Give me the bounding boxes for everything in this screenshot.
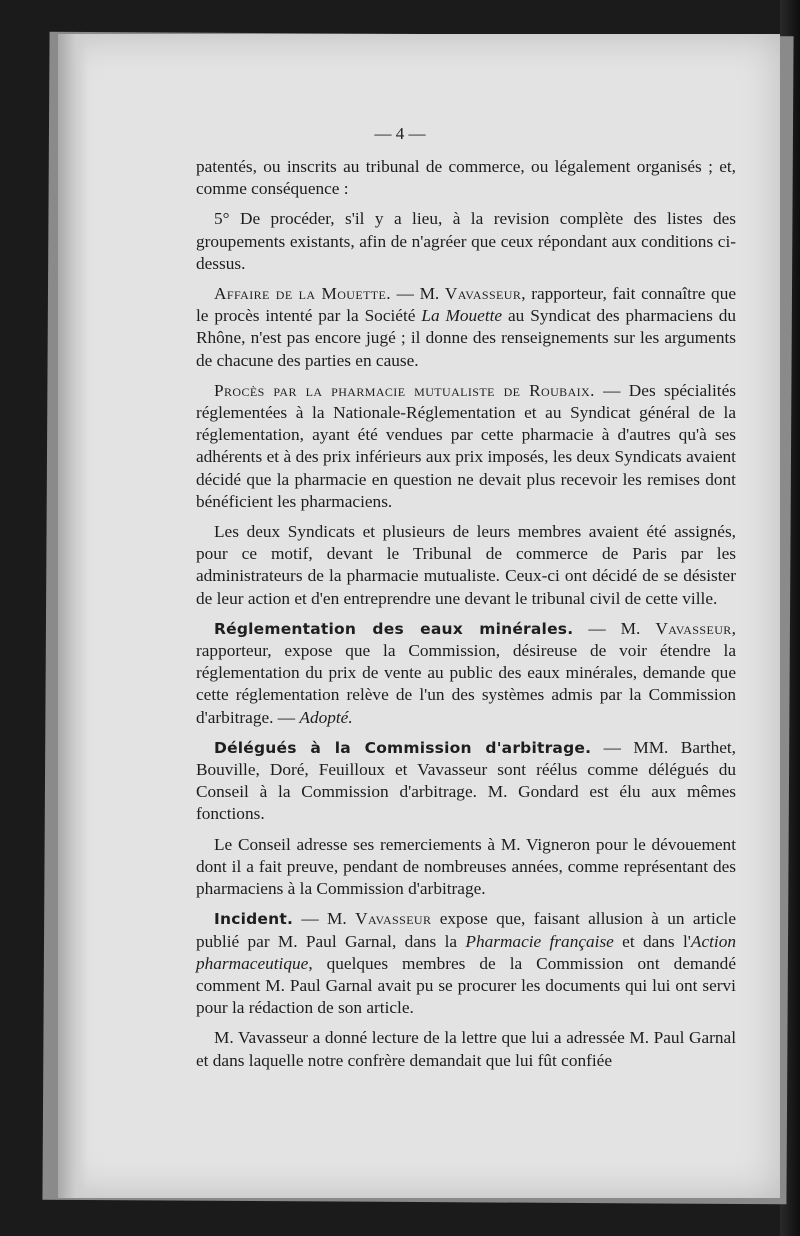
text-run: — M.	[573, 618, 656, 638]
text-run: Les deux Syndicats et plusieurs de leurs membres avaient été assignés, pour ce motif, devant le Tribunal de commerce de Paris par les administrateurs de la pharmacie mutualiste. Ceux-ci ont décidé de se désister de leur action et d'en entreprendre une devant le tribunal civil de cette ville.	[196, 522, 736, 608]
text-run: M. Vavasseur a donné lecture de la lettre que lui a adressée M. Paul Garnal et dans laquelle notre confrère demandait que lui fût confiée	[196, 1028, 736, 1070]
italic-run: Pharmacie française	[465, 931, 614, 951]
text-run: au Syndicat des pharmaciens du Rhône, n'est pas encore jugé ; il donne des renseignements sur les arguments de chacune des parties en cause.	[196, 306, 736, 370]
small-caps-run: Procès par la pharmacie mutualiste de Roubaix.	[214, 380, 595, 400]
small-caps-run: Vavasseur	[655, 618, 732, 638]
text-run: expose que, faisant allusion à un article publié par M. Paul Garnal, dans la	[196, 909, 736, 951]
text-run: 5° De procéder, s'il y a lieu, à la revision complète des listes des groupements existants, afin de n'agréer que ceux répondant aux conditions ci-dessus.	[196, 209, 736, 273]
paragraph	[196, 1027, 736, 1071]
paragraph	[196, 208, 736, 275]
text-run: — M.	[293, 909, 356, 929]
text-run: , rapporteur, fait connaître que le procès intenté par la Société	[196, 284, 737, 326]
section-heading: Réglementation des eaux minérales.	[214, 619, 574, 638]
paragraph	[196, 834, 736, 901]
paragraph-eaux-minerales	[196, 618, 736, 729]
page-number: — 4 —	[374, 124, 426, 143]
section-heading: Délégués à la Commission d'arbitrage.	[214, 738, 592, 757]
text-run: , quelques membres de la Commission ont demandé comment M. Paul Garnal avait pu se procurer les documents qui lui ont servi pour la rédaction de son article.	[196, 953, 736, 1018]
text-run: patentés, ou inscrits au tribunal de commerce, ou légalement organisés ; et, comme conséquence :	[196, 157, 736, 199]
paragraph-delegues	[196, 737, 736, 826]
section-heading: Incident.	[214, 910, 294, 929]
paragraph-affaire-mouette	[196, 283, 736, 372]
italic-run: Adopté.	[299, 707, 353, 727]
small-caps-run: Vavasseur	[444, 284, 522, 304]
text-run: , rapporteur, expose que la Commission, désireuse de voir étendre la réglementation du prix de vente au public des eaux minérales, demande que cette réglementation relève de l'un des systèmes admis par la Commission d'arbitrage. —	[196, 618, 736, 727]
paragraph	[196, 156, 736, 200]
paragraph	[196, 521, 736, 610]
small-caps-run: Affaire de la Mouette.	[214, 284, 391, 304]
text-run: — Des spécialités réglementées à la Nationale-Réglementation et au Syndicat général de la réglementation, ayant été vendues par cette pharmacie à d'autres qu'à ses adhérents et à des prix inférieurs aux prix imposés, les deux Syndicats avaient décidé que la pharmacie en question ne devait plus recevoir les remises dont bénéficient les pharmaciens.	[196, 380, 736, 511]
small-caps-run: Vavasseur	[355, 909, 432, 929]
paragraph-incident	[196, 908, 736, 1019]
italic-run: La Mouette	[421, 306, 503, 326]
text-run: — M.	[391, 284, 445, 304]
page-binding-edge	[58, 34, 88, 1198]
paragraph-proces-roubaix	[196, 380, 736, 513]
text-run: — MM. Barthet, Bouville, Doré, Feuilloux et Vavasseur sont réélus comme délégués du Conseil à la Commission d'arbitrage. M. Gondard est élu aux mêmes fonctions.	[196, 737, 736, 824]
italic-run: Action pharmaceutique	[196, 931, 737, 973]
text-run: et dans l'	[613, 931, 691, 951]
document-body	[196, 156, 736, 1080]
text-run: Le Conseil adresse ses remerciements à M. Vigneron pour le dévouement dont il a fait preuve, pendant de nombreuses années, comme représentant des pharmaciens à la Commission d'arbitrage.	[196, 834, 736, 899]
